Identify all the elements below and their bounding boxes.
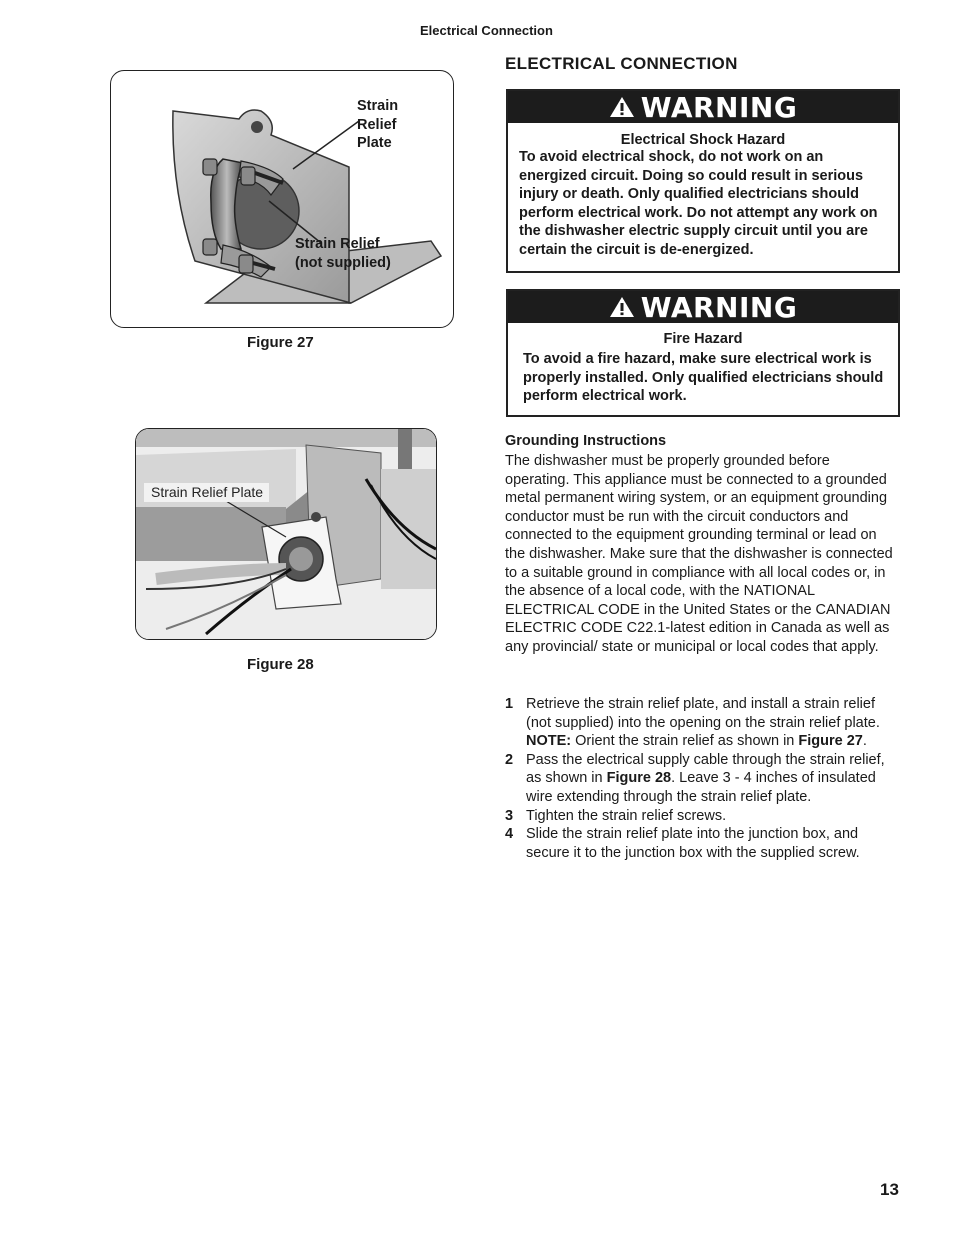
figure-28-photo: [135, 428, 437, 640]
step-text: Tighten the strain relief screws.: [526, 807, 727, 824]
step-figure-ref: Figure 28: [606, 770, 672, 787]
step-text: . Leave 3 - 4 inches of insulated wire extending through the strain relief plate.: [526, 770, 876, 805]
figure-27-caption: Figure 27: [247, 334, 314, 351]
hazard-title: Fire Hazard: [663, 331, 743, 347]
step-item: [505, 751, 905, 807]
note-end: .: [862, 733, 867, 750]
label-line: Plate: [357, 135, 392, 152]
label-line: Strain Relief: [295, 236, 380, 252]
step-number: 4: [505, 826, 514, 843]
warning-signal-word: WARNING: [640, 290, 798, 324]
step-content: [526, 751, 898, 807]
grounding-body: The dishwasher must be properly grounded before operating. This appliance must be connected to a grounded metal permanent wiring system, or an equipment grounding conductor must be run with the circuit conductors and connected to the equipment grounding terminal or lead on the dishwasher. Make sure that the dishwasher is connected to a suitable ground in compliance with all local codes or, in the absence of a local code, with the NATIONAL ELECTRICAL CODE in the United States or the CANADIAN ELECTRIC CODE C22.1-latest edition in Canada as well as any provincial/ state or municipal or local codes that apply.: [505, 453, 893, 655]
step-text: Slide the strain relief plate into the junction box, and secure it to the junction box with the supplied screw.: [526, 826, 860, 861]
warning-triangle-icon: [609, 295, 635, 319]
warning-fire-hazard: [506, 289, 900, 417]
warning-signal-word: WARNING: [640, 90, 798, 124]
step-number: 3: [505, 807, 514, 824]
step-number: 2: [505, 751, 514, 768]
hazard-title: Electrical Shock Hazard: [620, 132, 786, 148]
label-strain-relief-plate: [357, 97, 398, 153]
hazard-body: To avoid a fire hazard, make sure electrical work is properly installed. Only qualified electricians should perform electrical work.: [523, 351, 884, 405]
warning-electrical-shock: [506, 89, 900, 273]
step-text: Retrieve the strain relief plate, and install a strain relief (not supplied) into the opening on the strain relief plate.: [526, 696, 880, 731]
step-item: [505, 807, 905, 826]
note-text: Orient the strain relief as shown in: [575, 733, 795, 750]
warning-banner: [508, 291, 898, 323]
label-line: Relief: [357, 116, 397, 133]
step-item: [505, 825, 905, 862]
note-figure-ref: Figure 27: [798, 733, 863, 750]
figure-27-drawing: [111, 71, 453, 327]
step-number: 1: [505, 696, 514, 712]
step-content: [526, 695, 898, 751]
step-text: Pass the electrical supply cable through the strain relief, as shown in: [526, 751, 885, 787]
running-head: Electrical Connection: [420, 23, 553, 38]
figure-28-drawing: [136, 429, 436, 639]
warning-banner: [508, 91, 898, 123]
page-number: 13: [880, 1180, 899, 1199]
hazard-body: To avoid electrical shock, do not work on an energized circuit. Doing so could result in serious injury or death. Only qualified electricians should perform electrical work. Do not attempt any work on the dishwasher electric supply circuit until you are certain the circuit is de-energized.: [519, 149, 878, 258]
instruction-steps: [505, 695, 905, 862]
label-line: (not supplied): [295, 254, 391, 271]
figure-27-illustration: [110, 70, 454, 328]
label-strain-relief: [295, 235, 391, 272]
label-line: Strain: [357, 98, 399, 114]
label-strain-relief-plate-28: Strain Relief Plate: [144, 483, 269, 502]
step-item: [505, 695, 905, 751]
grounding-heading: Grounding Instructions: [505, 433, 667, 449]
figure-28-caption: Figure 28: [247, 656, 314, 673]
note-label: NOTE:: [526, 733, 572, 750]
warning-triangle-icon: [609, 95, 635, 119]
section-title: ELECTRICAL CONNECTION: [505, 54, 738, 73]
